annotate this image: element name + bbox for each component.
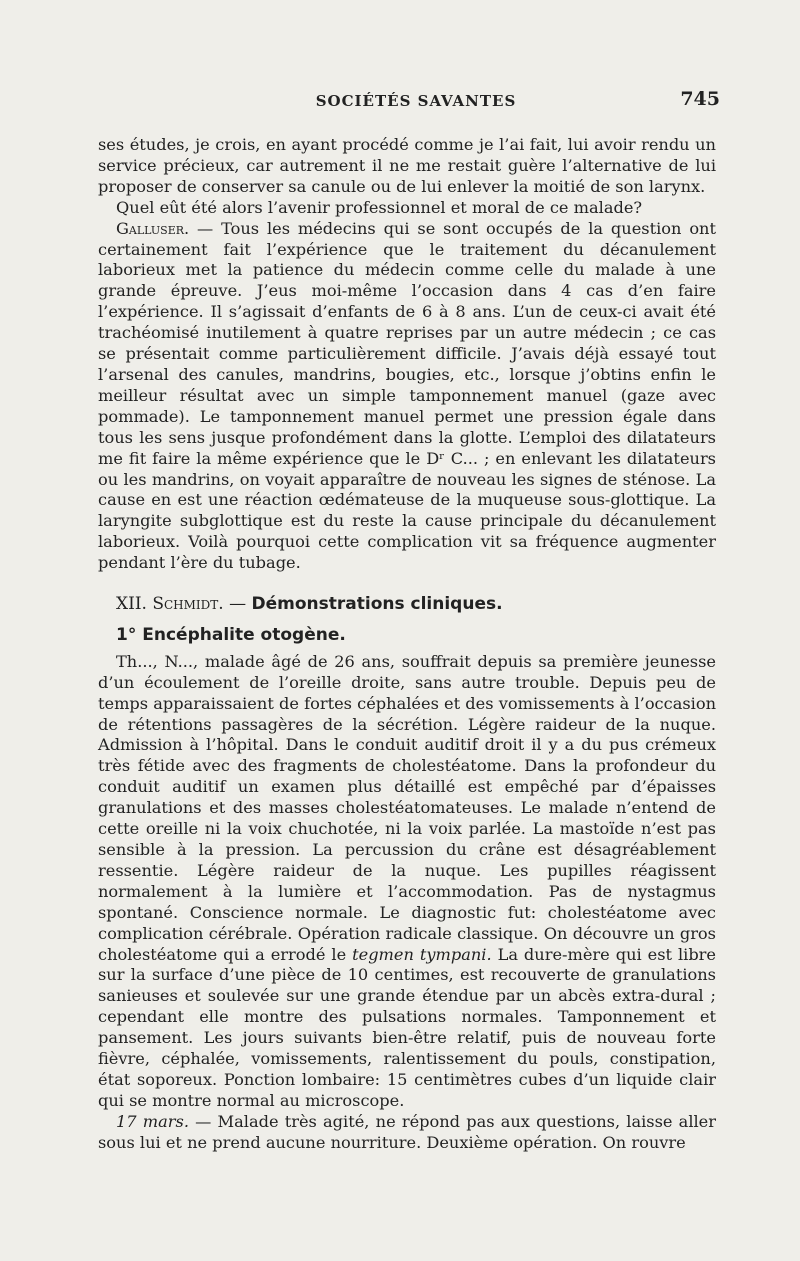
paragraph-march — [98, 1112, 716, 1154]
march-date: 17 mars. — [116, 1111, 189, 1131]
page-number: 745 — [680, 88, 720, 110]
paragraph-continuation: ses études, je crois, en ayant procédé comme je l’ai fait, lui avoir rendu un service précieux, car autrement il ne me restait guère l’alternative de lui proposer de conserver sa canule ou de lui enlever la moitié de son larynx. — [98, 135, 716, 196]
speaker-name: Galluser. — [116, 218, 190, 238]
section-author: Schmidt. — [152, 594, 224, 615]
subsection-title: Encéphalite otogène. — [142, 624, 346, 645]
paragraph-case — [98, 652, 716, 1112]
march-text: — Malade très agité, ne répond pas aux questions, laisse aller sous lui et ne prend aucune nourriture. Deuxième opération. On rouvre — [98, 1111, 716, 1152]
section-dash: — — [223, 594, 252, 615]
case-text-1: Th..., N..., malade âgé de 26 ans, souffrait depuis sa première jeunesse d’un écoulement de l’oreille droite, sans autre trouble. Depuis peu de temps apparaissaient de fortes céphalées et des vomissements à l’occasion de rétentions passagères de la sécrétion. Légère raideur de la nuque. Admission à l’hôpital. Dans le conduit auditif droit il y a du pus crémeux très fétide avec des fragments de cholestéatome. Dans la profondeur du conduit auditif un examen plus détaillé est empêché par d’épaisses granulations et des masses cholestéatomateuses. Le malade n’entend de cette oreille ni la voix chuchotée, ni la voix parlée. La mastoïde n’est pas sensible à la pression. La percussion du crâne est désagréablement ressentie. Légère raideur de la nuque. Les pupilles réagissent normalement à la lumière et l’accommodation. Pas de nystagmus spontané. Conscience normale. Le diagnostic fut: cholestéatome avec complication cérébrale. Opération radicale classique. On découvre un gros cholestéatome qui a errodé le — [98, 651, 716, 964]
page-body — [98, 135, 716, 1154]
paragraph-question: Quel eût été alors l’avenir professionnel et moral de ce malade? — [116, 197, 643, 217]
section-title: Démonstrations cliniques. — [251, 594, 503, 615]
case-italic: tegmen tympani. — [352, 944, 492, 964]
page-header — [112, 88, 720, 114]
section-heading — [98, 594, 716, 615]
running-title: SOCIÉTÉS SAVANTES — [315, 92, 517, 110]
case-text-2: La dure-mère qui est libre sur la surface d’une pièce de 10 centimes, est recouverte de granulations sanieuses et soulevée sur une grande étendue par un abcès extra-dural ; cependant elle montre des pulsations normales. Tamponnement et pansement. Les jours suivants bien-être relatif, puis de nouveau forte fièvre, céphalée, vomissements, ralentissement du pouls, constipation, état soporeux. Ponction lombaire: 15 centimètres cubes d’un liquide clair qui se montre normal au microscope. — [98, 944, 717, 1110]
galluser-text: — Tous les médecins qui se sont occupés de la question ont certainement fait l’expérience que le traitement du décanulement laborieux met la patience du médecin comme celle du malade à une grande épreuve. J’eus moi-même l’occasion dans 4 cas d’en faire l’expérience. Il s’agissait d’enfants de 6 à 8 ans. L’un de ceux-ci avait été trachéomisé inutilement à quatre reprises par un autre médecin ; ce cas se présentait comme particulièrement difficile. J’avais déjà essayé tout l’arsenal des canules, mandrins, bougies, etc., lorsque j’obtins enfin le meilleur résultat avec un simple tamponnement manuel (gaze avec pommade). Le tamponnement manuel permet une pression égale dans tous les sens jusque profondément dans la glotte. L’emploi des dilatateurs me fit faire la même expérience que le Dʳ C... ; en enlevant les dilatateurs ou les mandrins, on voyait apparaître de nouveau les signes de sténose. La cause en est une réaction œdémateuse de la muqueuse sous-glottique. La laryngite subglottique est du reste la cause principale du décanulement laborieux. Voilà pourquoi cette complication vit sa fréquence augmenter pendant l’ère du tubage. — [98, 218, 716, 573]
section-number: XII. — [116, 594, 147, 615]
paragraph-galluser — [98, 219, 716, 574]
subsection-heading — [98, 625, 716, 646]
subsection-number: 1° — [116, 624, 137, 645]
